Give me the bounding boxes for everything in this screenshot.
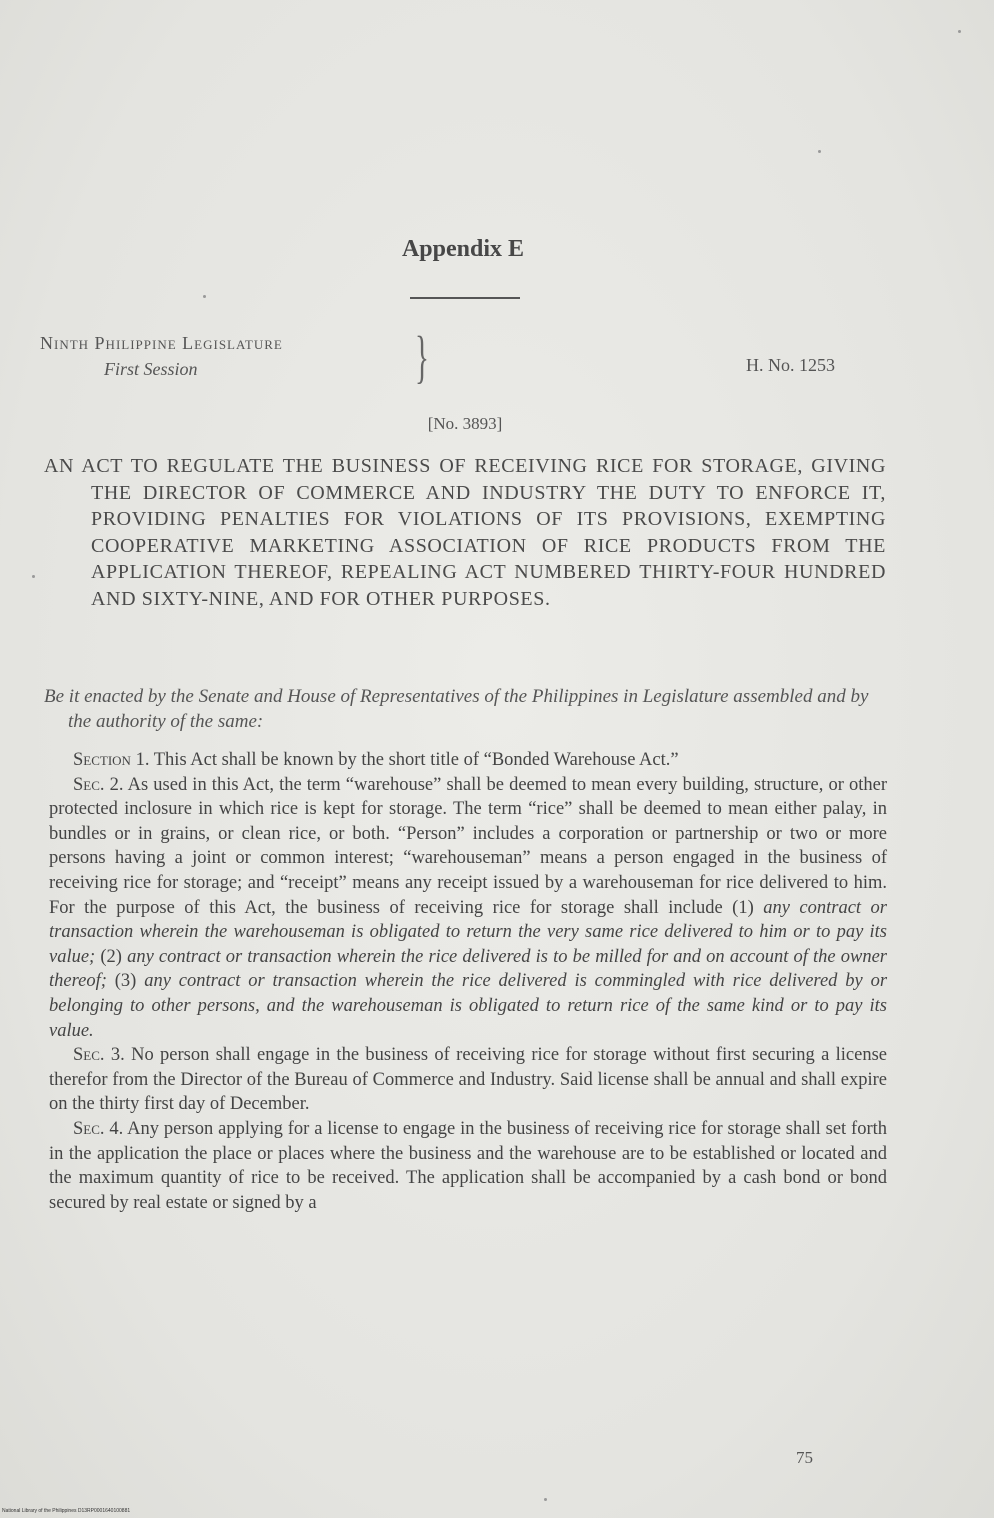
appendix-title: Appendix E <box>401 236 525 262</box>
scan-speck <box>544 1498 547 1501</box>
footer-credit: National Library of the Philippines D13RP0001640100881 <box>2 1508 131 1514</box>
section-text: (2) <box>100 946 122 967</box>
section-label: Section 1. <box>73 750 150 770</box>
page-number: 75 <box>796 1448 813 1467</box>
section-text: (3) <box>114 971 137 992</box>
section-4 <box>49 1117 887 1215</box>
scan-speck <box>958 30 961 33</box>
section-label: Sec. 3. <box>73 1045 125 1066</box>
section-label: Sec. 2. <box>73 774 124 795</box>
act-number: [No. 3893] <box>427 414 503 433</box>
brace-icon: } <box>414 324 429 389</box>
section-3 <box>49 1043 887 1117</box>
act-title: AN ACT TO REGULATE THE BUSINESS OF RECEIVING RICE FOR STORAGE, GIVING THE DIRECTOR OF COMMERCE AND INDUSTRY THE DUTY TO ENFORCE IT, PROVIDING PENALTIES FOR VIOLATIONS OF ITS PROVISIONS, EXEMPTING COOPERATIVE MARKETING ASSOCIATION OF RICE PRODUCTS FROM THE APPLICATION THEREOF, REPEALING ACT NUMBERED THIRTY-FOUR HUNDRED AND SIXTY-NINE, AND FOR OTHER PURPOSES. <box>44 455 886 610</box>
section-label: Sec. 4. <box>73 1118 124 1139</box>
section-italic-text: any contract or transaction wherein the warehouseman is obligated to return the very same rice delivered to him or to pay its value; <box>49 897 888 967</box>
enacting-clause: Be it enacted by the Senate and House of Representatives of the Philippines in Legislature assembled and by the authority of the same: <box>44 686 869 732</box>
scan-speck <box>818 150 821 153</box>
section-2 <box>49 773 887 1044</box>
act-body <box>49 748 887 1215</box>
legislature-heading <box>40 330 283 382</box>
legislature-session: First Session <box>104 359 198 379</box>
section-text: As used in this Act, the term “warehouse” shall be deemed to mean every building, structure, or other protected inclosure in which rice is kept for storage. The term “rice” shall be deemed to mean either palay, in bundles or in grains, or clean rice, or both. “Person” includes a corporation or partnership or two or more persons having a joint or common interest; “warehouseman” means a person engaged in the business of receiving rice for storage; and “receipt” means any receipt issued by a warehouseman for rice delivered to him. For the purpose of this Act, the business of receiving rice for storage shall include (1) <box>49 774 887 918</box>
scan-speck <box>32 575 35 578</box>
title-divider <box>410 297 520 299</box>
house-bill-number: H. No. 1253 <box>746 355 835 375</box>
section-italic-text: any contract or transaction wherein the rice delivered is to be milled for and on account of the owner thereof; <box>49 946 888 992</box>
section-italic-text: any contract or transaction wherein the rice delivered is commingled with rice delivered by or belonging to other persons, and the warehouseman is obligated to return rice of the same kind or to pay its value. <box>49 971 888 1041</box>
section-text: This Act shall be known by the short title of “Bonded Warehouse Act.” <box>153 750 679 770</box>
section-1 <box>49 748 887 773</box>
section-text: Any person applying for a license to engage in the business of receiving rice for storage shall set forth in the application the place or places where the business and the warehouse are to be established or located and the maximum quantity of rice to be received. The application shall be accompanied by a cash bond or bond secured by real estate or signed by a <box>49 1118 888 1213</box>
scan-speck <box>203 295 206 298</box>
section-text: No person shall engage in the business of receiving rice for storage without first securing a license therefor from the Director of the Bureau of Commerce and Industry. Said license shall be annual and shall expire on the thirty first day of December. <box>49 1045 887 1115</box>
legislature-name: Ninth Philippine Legislature <box>40 333 283 353</box>
